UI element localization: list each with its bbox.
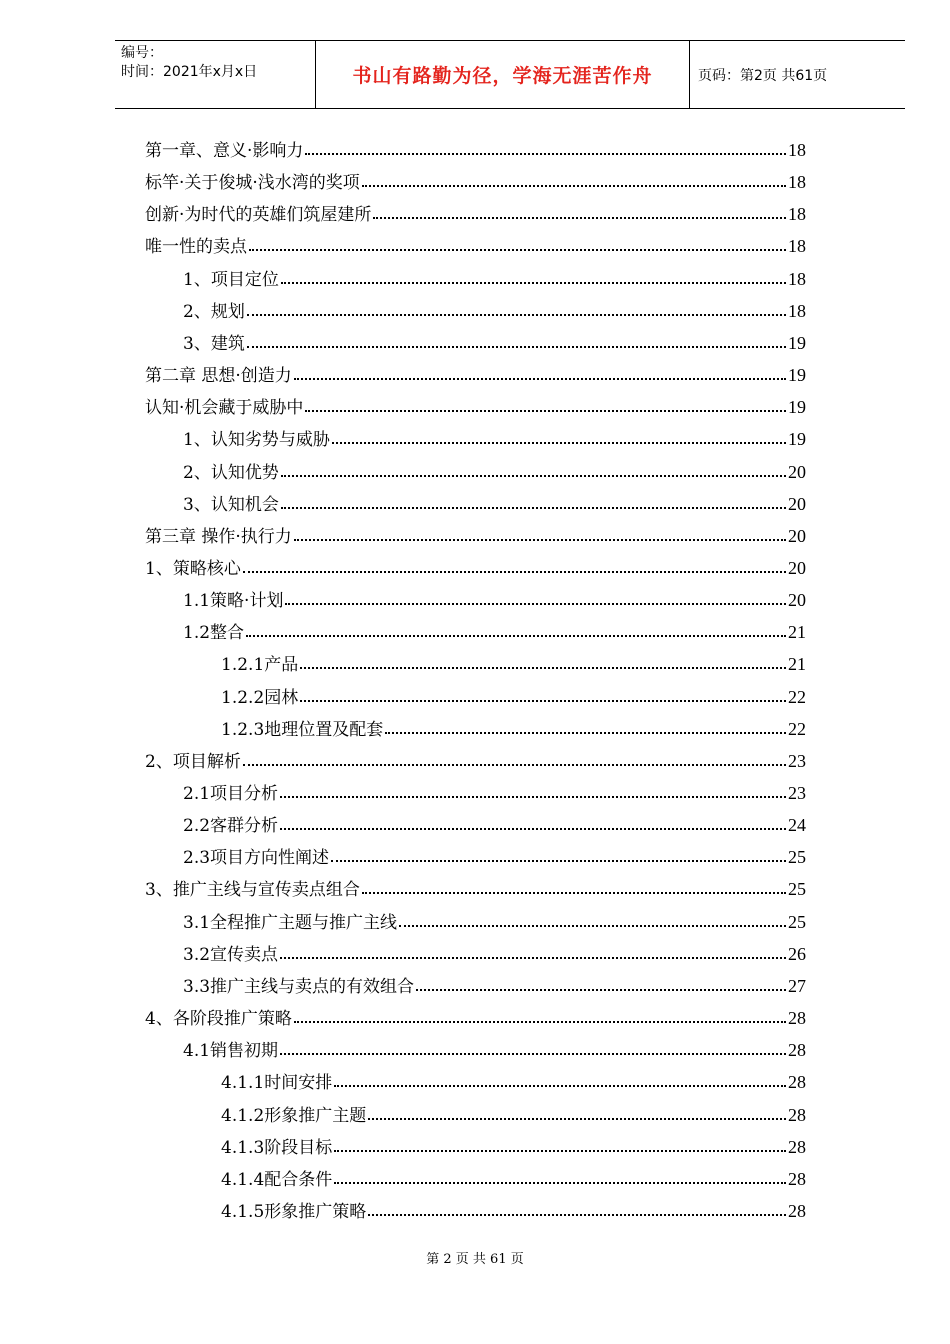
toc-entry-title: 3、推广主线与宣传卖点组合 xyxy=(145,880,360,901)
number-label: 编号： xyxy=(121,45,163,61)
toc-dot-leader xyxy=(373,217,786,219)
toc-dot-leader xyxy=(331,860,786,862)
toc-entry-title: 唯一性的卖点 xyxy=(145,237,247,258)
toc-dot-leader xyxy=(300,700,786,702)
toc-entry-title: 第一章、意义·影响力 xyxy=(145,141,304,161)
toc-dot-leader xyxy=(281,282,786,284)
toc-dot-leader xyxy=(399,925,786,927)
toc-entry-title: 1、项目定位 xyxy=(183,269,279,290)
toc-entry-page: 28 xyxy=(788,1072,806,1093)
toc-entry[interactable] xyxy=(145,165,806,193)
toc-dot-leader xyxy=(305,410,786,412)
toc-entry-title: 3.2宣传卖点 xyxy=(183,944,279,965)
toc-dot-leader xyxy=(246,635,786,637)
toc-entry-title: 4.1.1时间安排 xyxy=(221,1073,333,1094)
toc-dot-leader xyxy=(281,507,786,509)
toc-entry-title: 2、项目解析 xyxy=(145,751,241,772)
toc-entry-page: 23 xyxy=(788,750,806,771)
toc-dot-leader xyxy=(362,185,786,187)
toc-entry[interactable] xyxy=(145,551,806,579)
time-label: 时间：2021年x月x日 xyxy=(121,64,258,80)
toc-entry[interactable] xyxy=(183,326,806,354)
toc-entry-page: 19 xyxy=(788,365,806,386)
toc-entry[interactable] xyxy=(221,1130,806,1158)
toc-entry[interactable] xyxy=(221,712,806,740)
toc-dot-leader xyxy=(332,442,786,444)
toc-dot-leader xyxy=(334,1085,786,1087)
toc-dot-leader xyxy=(281,475,786,477)
toc-dot-leader xyxy=(249,249,786,251)
toc-dot-leader xyxy=(243,764,786,766)
toc-entry[interactable] xyxy=(183,905,806,933)
toc-entry[interactable] xyxy=(145,229,806,257)
toc-entry-page: 21 xyxy=(788,622,806,643)
toc-entry-page: 19 xyxy=(788,429,806,450)
toc-entry-page: 18 xyxy=(788,140,806,160)
toc-entry-title: 1.2整合 xyxy=(183,623,245,644)
toc-entry[interactable] xyxy=(221,680,806,708)
toc-dot-leader xyxy=(280,796,786,798)
toc-entry-page: 25 xyxy=(788,911,806,932)
toc-entry-title: 2、认知优势 xyxy=(183,462,279,483)
toc-entry[interactable] xyxy=(183,969,806,997)
toc-dot-leader xyxy=(247,314,786,316)
toc-entry[interactable] xyxy=(221,1065,806,1093)
toc-entry[interactable] xyxy=(145,1001,806,1029)
toc-entry[interactable] xyxy=(183,937,806,965)
toc-entry-page: 24 xyxy=(788,815,806,836)
toc-entry[interactable] xyxy=(145,744,806,772)
toc-entry-title: 2.3项目方向性阐述 xyxy=(183,848,330,869)
toc-entry-page: 28 xyxy=(788,1200,806,1221)
toc-entry-title: 创新·为时代的英雄们筑屋建所 xyxy=(145,205,372,226)
toc-entry-title: 4.1.4配合条件 xyxy=(221,1169,333,1190)
toc-entry[interactable] xyxy=(221,1162,806,1190)
page-header xyxy=(115,40,905,109)
toc-entry-page: 20 xyxy=(788,557,806,578)
toc-entry[interactable] xyxy=(183,455,806,483)
toc-entry-title: 2.1项目分析 xyxy=(183,784,279,804)
toc-entry-title: 1.2.2园林 xyxy=(221,687,299,708)
toc-entry-title: 4、各阶段推广策略 xyxy=(145,1009,292,1030)
toc-entry-page: 25 xyxy=(788,847,806,868)
toc-entry-title: 第三章 操作·执行力 xyxy=(145,526,292,547)
toc-entry-page: 19 xyxy=(788,332,806,353)
toc-dot-leader xyxy=(243,571,786,573)
toc-dot-leader xyxy=(294,1021,786,1023)
toc-entry-page: 20 xyxy=(788,461,806,482)
toc-entry[interactable] xyxy=(183,808,806,836)
toc-entry[interactable] xyxy=(183,487,806,515)
toc-entry-title: 第二章 思想·创造力 xyxy=(145,366,292,387)
toc-entry[interactable] xyxy=(145,133,806,161)
toc-entry-page: 25 xyxy=(788,879,806,900)
toc-entry-title: 1.2.3地理位置及配套 xyxy=(221,719,384,740)
toc-dot-leader xyxy=(368,1214,786,1216)
toc-dot-leader xyxy=(305,153,786,155)
toc-dot-leader xyxy=(416,989,786,991)
toc-entry-page: 20 xyxy=(788,590,806,611)
toc-entry-page: 22 xyxy=(788,718,806,739)
toc-entry-page: 18 xyxy=(788,172,806,193)
toc-entry-title: 3.1全程推广主题与推广主线 xyxy=(183,912,398,933)
toc-entry-title: 1、策略核心 xyxy=(145,558,241,579)
toc-dot-leader xyxy=(247,346,786,348)
toc-dot-leader xyxy=(294,378,786,380)
toc-entry-page: 20 xyxy=(788,525,806,546)
toc-entry-title: 1.2.1产品 xyxy=(221,655,299,676)
toc-entry-page: 28 xyxy=(788,1168,806,1189)
toc-entry[interactable] xyxy=(183,422,806,450)
toc-entry-page: 18 xyxy=(788,236,806,257)
toc-entry-page: 26 xyxy=(788,943,806,964)
toc-entry-title: 4.1.3阶段目标 xyxy=(221,1137,333,1158)
toc-entry-title: 4.1.5形象推广策略 xyxy=(221,1201,367,1222)
toc-dot-leader xyxy=(334,1182,786,1184)
header-motto: 书山有路勤为径，学海无涯苦作舟 xyxy=(316,41,690,108)
toc-entry-title: 4.1销售初期 xyxy=(183,1041,279,1062)
toc-entry[interactable] xyxy=(183,294,806,322)
toc-entry-page: 28 xyxy=(788,1104,806,1125)
toc-entry[interactable] xyxy=(145,872,806,900)
toc-entry-page: 22 xyxy=(788,686,806,707)
header-page-info: 页码：第2页 共61页 xyxy=(698,67,828,84)
toc-entry-page: 19 xyxy=(788,397,806,418)
toc-entry-title: 1、认知劣势与威胁 xyxy=(183,430,330,451)
toc-entry[interactable] xyxy=(145,519,806,547)
toc-dot-leader xyxy=(294,539,786,541)
toc-entry-page: 18 xyxy=(788,300,806,321)
toc-entry[interactable] xyxy=(183,840,806,868)
toc-entry[interactable] xyxy=(221,1194,806,1222)
toc-entry[interactable] xyxy=(183,776,806,804)
toc-entry-page: 18 xyxy=(788,204,806,225)
toc-dot-leader xyxy=(334,1150,786,1152)
toc-entry-page: 28 xyxy=(788,1040,806,1061)
toc-entry-page: 18 xyxy=(788,268,806,289)
toc-entry-page: 21 xyxy=(788,654,806,675)
toc-entry-title: 3.3推广主线与卖点的有效组合 xyxy=(183,976,415,997)
toc-dot-leader xyxy=(280,957,786,959)
toc-entry-title: 3、认知机会 xyxy=(183,494,279,515)
toc-entry-title: 2、规划 xyxy=(183,301,245,322)
toc-entry-page: 23 xyxy=(788,783,806,803)
toc-dot-leader xyxy=(368,1118,786,1120)
toc-entry[interactable] xyxy=(221,647,806,675)
toc-entry[interactable] xyxy=(183,615,806,643)
page-footer: 第 2 页 共 61 页 xyxy=(426,1252,524,1267)
toc-entry[interactable] xyxy=(221,1098,806,1126)
toc-entry-title: 2.2客群分析 xyxy=(183,816,279,837)
toc-entry-title: 认知·机会藏于威胁中 xyxy=(145,398,304,419)
toc-dot-leader xyxy=(285,603,786,605)
toc-entry-page: 28 xyxy=(788,1136,806,1157)
toc-dot-leader xyxy=(280,828,786,830)
toc-entry-title: 3、建筑 xyxy=(183,333,245,354)
toc-dot-leader xyxy=(385,732,786,734)
toc-entry-title: 1.1策略·计划 xyxy=(183,591,284,612)
toc-entry-page: 28 xyxy=(788,1008,806,1029)
toc-entry-title: 4.1.2形象推广主题 xyxy=(221,1105,367,1126)
toc-entry[interactable] xyxy=(145,358,806,386)
toc-entry[interactable] xyxy=(183,1033,806,1061)
toc-entry-title: 标竿·关于俊城·浅水湾的奖项 xyxy=(145,173,360,194)
header-meta-cell xyxy=(115,41,316,108)
toc-dot-leader xyxy=(300,667,786,669)
toc-entry-page: 20 xyxy=(788,493,806,514)
toc-dot-leader xyxy=(362,892,786,894)
toc-entry[interactable] xyxy=(183,583,806,611)
toc-entry[interactable] xyxy=(145,390,806,418)
toc-dot-leader xyxy=(280,1053,786,1055)
toc-entry[interactable] xyxy=(145,197,806,225)
toc-entry-page: 27 xyxy=(788,975,806,996)
toc-entry[interactable] xyxy=(183,262,806,290)
